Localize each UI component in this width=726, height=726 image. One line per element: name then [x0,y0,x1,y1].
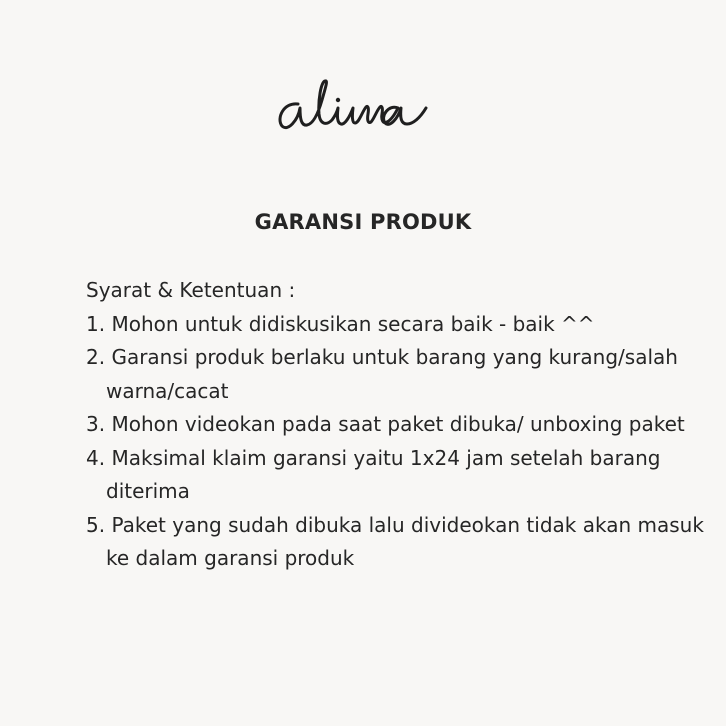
alima-script-logo-icon [270,78,450,148]
terms-item [86,408,706,442]
terms-item-number: 3. [86,412,106,436]
terms-list [86,308,706,576]
terms-item-number: 2. [86,345,106,369]
terms-item-number: 1. [86,311,106,336]
terms-item-text: Mohon videokan pada saat paket dibuka/ unboxing paket [111,412,685,436]
terms-section [86,274,706,576]
terms-item-number: 4. [86,445,106,470]
terms-item [86,308,706,342]
terms-item-text: Maksimal klaim garansi yaitu 1x24 jam setelah barang diterima [106,445,661,503]
terms-item [86,341,706,408]
terms-item-text: Paket yang sudah dibuka lalu divideokan tidak akan masuk ke dalam garansi produk [106,512,704,570]
terms-item [86,509,706,576]
terms-heading: Syarat & Ketentuan : [86,278,296,302]
brand-logo [270,78,450,148]
terms-item-number: 5. [86,512,106,537]
terms-item-text: Mohon untuk didiskusikan secara baik - baik ^^ [111,311,595,336]
terms-item [86,442,706,509]
terms-item-text: Garansi produk berlaku untuk barang yang kurang/salah warna/cacat [106,345,678,403]
page-title: GARANSI PRODUK [254,210,472,234]
